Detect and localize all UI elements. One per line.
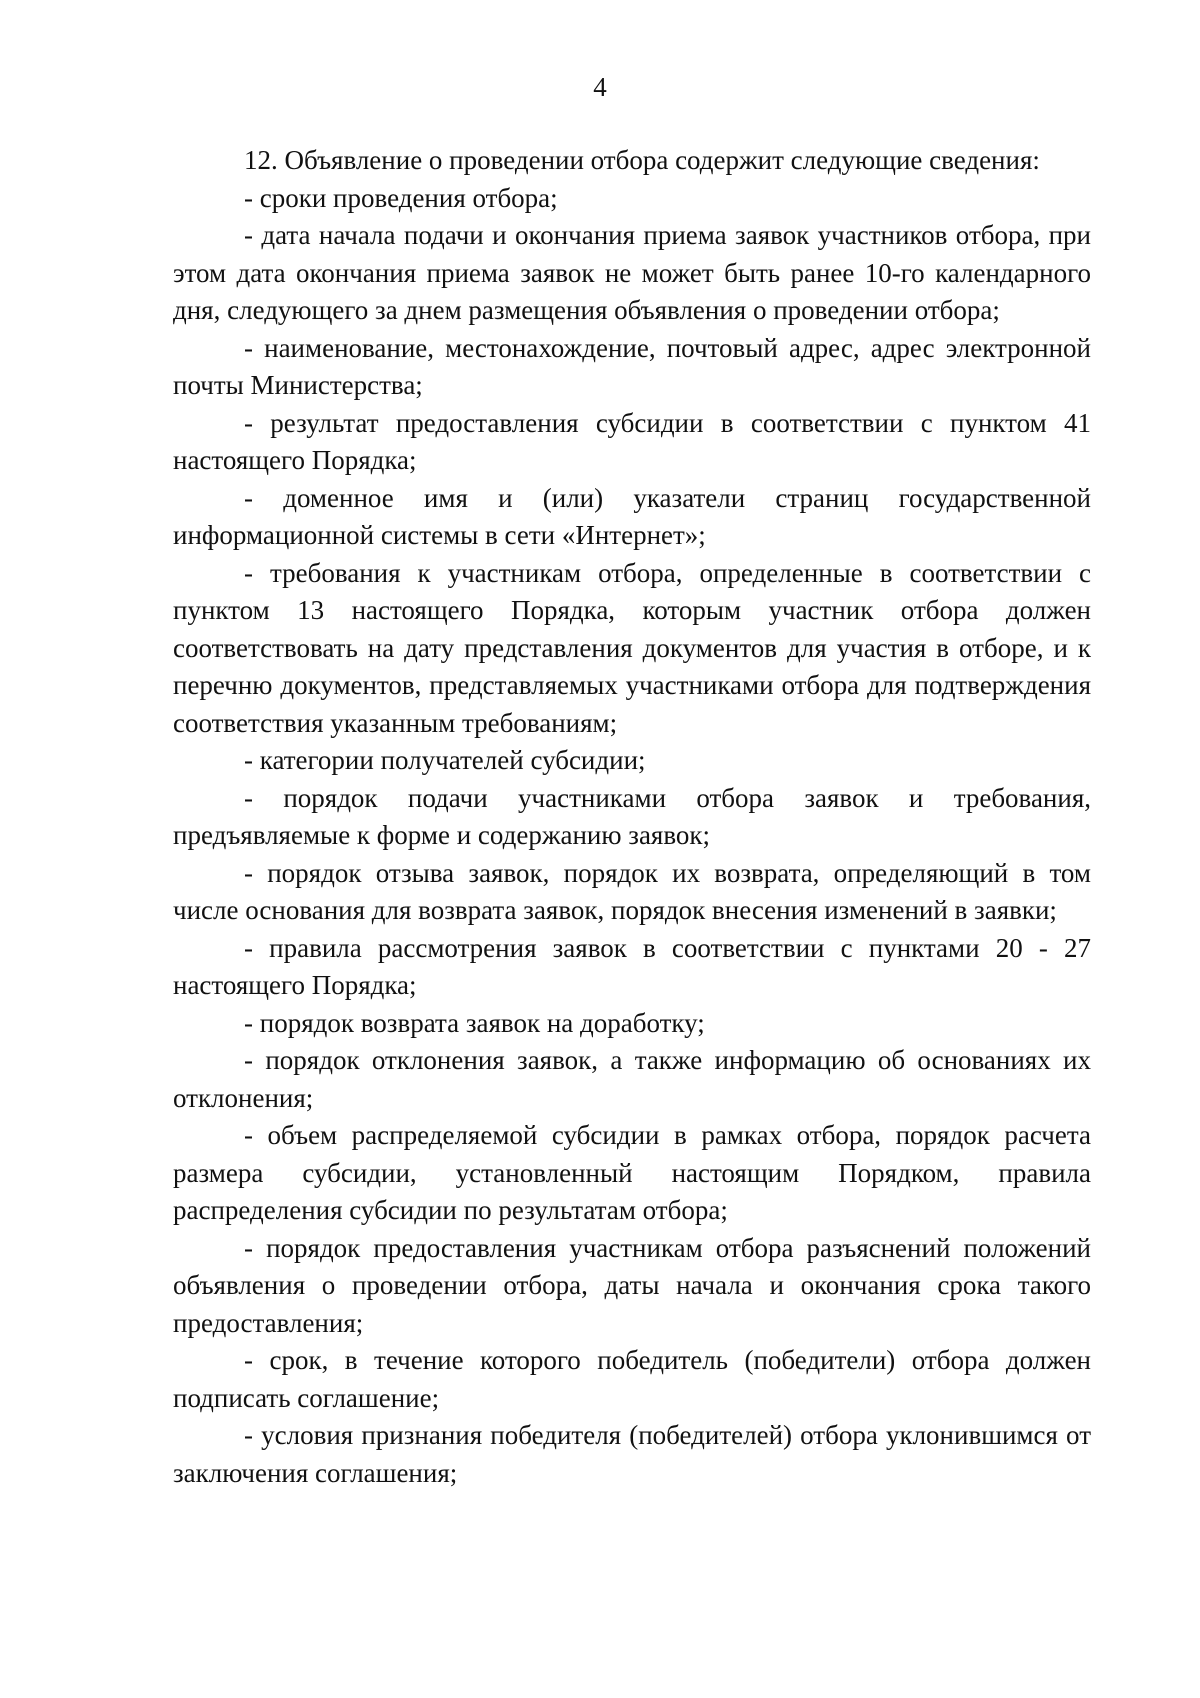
paragraph-selection-dates: - сроки проведения отбора; [244,182,558,213]
paragraph-subsidy-result: - результат предоставления субсидии в соответствии с пунктом 41 настоящего Порядка; [173,407,1091,475]
page-number: 4 [593,72,607,102]
paragraph-application-dates: - дата начала подачи и окончания приема заявок участников отбора, при этом дата окончания приема заявок не может быть ранее 10-го календарного дня, следующего за днем размещения объявления о проведении отбора; [173,220,1091,325]
paragraph-recipient-categories: - категории получателей субсидии; [244,745,646,775]
paragraph-clarifications: - порядок предоставления участникам отбора разъяснений положений объявления о проведении отбора, даты начала и окончания срока такого предоставления; [173,1232,1091,1338]
paragraph-ministry-contacts: - наименование, местонахождение, почтовый адрес, адрес электронной почты Министерства; [173,332,1091,400]
paragraph-domain-name: - доменное имя и (или) указатели страниц государственной информационной системы в сети «Интернет»; [173,482,1091,550]
paragraph-participant-requirements: - требования к участникам отбора, определенные в соответствии с пунктом 13 настоящего Порядка, которым участник отбора должен соответствовать на дату представления документов для участия в отборе, и к перечню документов, представляемых участниками отбора для подтверждения соответствия указанным требованиям; [173,557,1091,738]
paragraph-application-procedure: - порядок подачи участниками отбора заявок и требования, предъявляемые к форме и содержанию заявок; [173,782,1091,850]
paragraph-signing-deadline: - срок, в течение которого победитель (победители) отбора должен подписать соглашение; [173,1345,1091,1413]
paragraph-review-rules: - правила рассмотрения заявок в соответствии с пунктами 20 - 27 настоящего Порядка; [173,932,1091,1000]
paragraph-application-withdrawal: - порядок отзыва заявок, порядок их возврата, определяющий в том числе основания для возврата заявок, порядок внесения изменений в заявки; [173,857,1091,925]
paragraph-rejection-procedure: - порядок отклонения заявок, а также информацию об основаниях их отклонения; [173,1045,1091,1113]
paragraph-return-for-revision: - порядок возврата заявок на доработку; [244,1007,705,1038]
paragraph-subsidy-volume: - объем распределяемой субсидии в рамках отбора, порядок расчета размера субсидии, установленный настоящим Порядком, правила распределения субсидии по результатам отбора; [173,1120,1091,1225]
document-body [173,142,1091,1492]
paragraph-evasion-conditions: - условия признания победителя (победителей) отбора уклонившимся от заключения соглашения; [173,1420,1091,1488]
paragraph-announcement-contents: 12. Объявление о проведении отбора содержит следующие сведения: [244,145,1040,175]
